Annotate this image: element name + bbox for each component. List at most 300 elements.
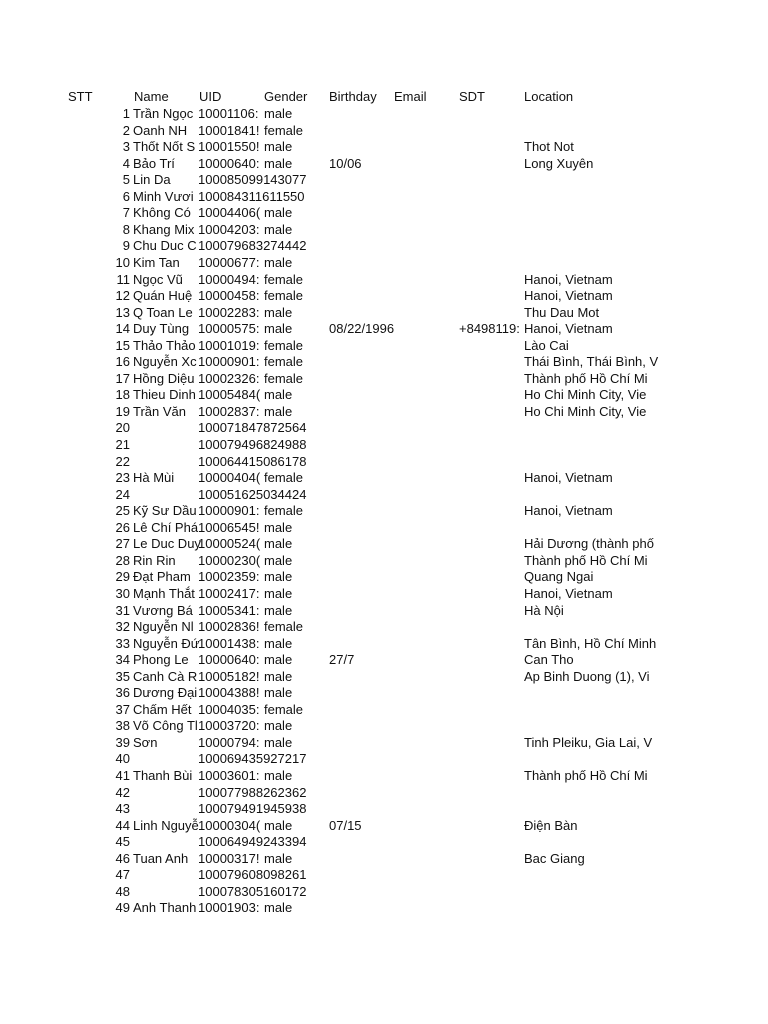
cell-uid: 10001841! <box>198 122 260 138</box>
cell-stt: 26 <box>115 519 130 535</box>
cell-location <box>524 801 656 818</box>
cell-uid: 10000640: <box>198 155 260 171</box>
cell-gender <box>264 751 328 768</box>
cell-name: Lin Da <box>133 172 171 188</box>
cell-stt: 47 <box>115 867 130 883</box>
cell-gender: male <box>264 685 293 701</box>
cell-name <box>133 884 197 901</box>
cell-gender: male <box>264 254 293 270</box>
cell-birthday <box>329 205 393 222</box>
cell-sdt <box>459 470 523 487</box>
cell-birthday <box>329 768 393 785</box>
cell-location <box>524 222 656 239</box>
cell-email <box>394 569 458 586</box>
cell-birthday <box>329 685 393 702</box>
cell-birthday <box>329 354 393 371</box>
cell-stt: 40 <box>115 751 130 767</box>
cell-uid: 10002283: <box>198 304 260 320</box>
cell-location <box>524 454 656 471</box>
cell-uid: 10006545! <box>198 519 260 535</box>
cell-uid: 10003601: <box>198 768 260 783</box>
cell-sdt <box>459 884 523 901</box>
table-row <box>0 636 768 653</box>
cell-email <box>394 586 458 603</box>
cell-sdt <box>459 702 523 719</box>
cell-email <box>394 652 458 669</box>
cell-uid: 10000524( <box>198 536 261 552</box>
cell-uid: 10005484( <box>198 387 261 403</box>
cell-gender: female <box>264 503 304 519</box>
cell-location <box>524 172 656 189</box>
cell-email <box>394 636 458 653</box>
cell-gender: female <box>264 271 304 287</box>
cell-email <box>394 238 458 255</box>
cell-name: Linh Nguyễ <box>133 817 199 833</box>
cell-name: Không Có <box>133 205 191 221</box>
cell-gender <box>264 189 328 206</box>
table-row <box>0 354 768 371</box>
cell-birthday: 08/22/1996 <box>329 321 395 337</box>
cell-name: Minh Vươi <box>133 188 194 204</box>
cell-email <box>394 851 458 868</box>
cell-location: Can Tho <box>524 652 574 668</box>
table-row <box>0 205 768 222</box>
cell-birthday <box>329 387 393 404</box>
cell-sdt <box>459 851 523 868</box>
cell-gender: male <box>264 403 293 419</box>
cell-name: Duy Tùng <box>133 321 190 337</box>
cell-uid: 10005341: <box>198 602 260 618</box>
cell-sdt <box>459 834 523 851</box>
cell-name <box>133 785 197 802</box>
cell-stt: 9 <box>122 238 130 254</box>
cell-email <box>394 404 458 421</box>
cell-sdt <box>459 652 523 669</box>
cell-birthday <box>329 636 393 653</box>
cell-sdt <box>459 288 523 305</box>
cell-birthday <box>329 619 393 636</box>
cell-gender: male <box>264 519 293 535</box>
cell-stt: 49 <box>115 900 130 916</box>
cell-location <box>524 884 656 901</box>
cell-email <box>394 818 458 835</box>
cell-location: Bac Giang <box>524 850 585 866</box>
cell-location: Ap Binh Duong (1), Vi <box>524 668 650 684</box>
cell-gender <box>264 420 328 437</box>
cell-email <box>394 685 458 702</box>
cell-gender: female <box>264 354 304 370</box>
cell-stt: 21 <box>115 437 130 452</box>
cell-name <box>133 454 197 471</box>
cell-gender: male <box>264 734 293 750</box>
cell-gender <box>264 172 328 189</box>
cell-birthday <box>329 785 393 802</box>
cell-name <box>133 487 197 504</box>
cell-name: Võ Công Tl <box>133 718 198 734</box>
table-row <box>0 884 768 901</box>
cell-stt: 10 <box>115 254 130 270</box>
cell-name: Rin Rin <box>133 552 176 568</box>
cell-birthday <box>329 189 393 206</box>
cell-stt: 22 <box>115 453 130 469</box>
cell-stt: 36 <box>115 685 130 701</box>
cell-name: Chấm Hết <box>133 701 192 717</box>
table-row <box>0 321 768 338</box>
cell-sdt <box>459 867 523 884</box>
cell-birthday <box>329 255 393 272</box>
cell-location: Hanoi, Vietnam <box>524 271 613 287</box>
cell-gender: male <box>264 817 293 833</box>
cell-gender: male <box>264 205 293 221</box>
cell-email <box>394 255 458 272</box>
cell-gender: male <box>264 139 293 155</box>
cell-gender: male <box>264 536 293 552</box>
cell-email <box>394 487 458 504</box>
table-row <box>0 222 768 239</box>
cell-stt: 32 <box>115 619 130 635</box>
cell-uid: 100051625034424 <box>198 486 307 502</box>
cell-uid: 100064949243394 <box>198 834 307 850</box>
cell-location: Hanoi, Vietnam <box>524 321 613 337</box>
table-row <box>0 305 768 322</box>
cell-birthday <box>329 834 393 851</box>
cell-gender: male <box>264 635 293 651</box>
cell-gender: male <box>264 155 293 171</box>
cell-email <box>394 785 458 802</box>
cell-email <box>394 884 458 901</box>
cell-uid: 10000794: <box>198 734 260 750</box>
cell-uid: 10003720: <box>198 718 260 734</box>
cell-stt: 23 <box>115 470 130 486</box>
cell-sdt <box>459 106 523 123</box>
cell-gender: male <box>264 602 293 618</box>
cell-birthday <box>329 586 393 603</box>
cell-name: Nguyễn Nl <box>133 619 194 635</box>
cell-gender: male <box>264 718 293 734</box>
header-location: Location <box>524 89 574 104</box>
cell-stt: 13 <box>115 304 130 320</box>
cell-name: Oanh NH <box>133 122 188 138</box>
table-row <box>0 106 768 123</box>
cell-email <box>394 520 458 537</box>
table-row <box>0 900 768 917</box>
cell-uid: 10000901: <box>198 503 260 519</box>
cell-sdt <box>459 536 523 553</box>
cell-email <box>394 536 458 553</box>
cell-sdt <box>459 768 523 785</box>
cell-email <box>394 189 458 206</box>
cell-location <box>524 255 656 272</box>
cell-stt: 35 <box>115 668 130 684</box>
cell-name <box>133 751 197 768</box>
cell-name: Bảo Trí <box>133 155 175 171</box>
cell-sdt <box>459 338 523 355</box>
cell-uid: 10002359: <box>198 569 260 585</box>
cell-gender: male <box>264 304 293 320</box>
cell-gender: male <box>264 106 293 121</box>
cell-birthday <box>329 139 393 156</box>
cell-name: Đạt Pham <box>133 569 191 585</box>
cell-uid: 10000304( <box>198 817 261 833</box>
cell-uid: 10000230( <box>198 552 261 568</box>
cell-gender: male <box>264 668 293 684</box>
cell-gender <box>264 834 328 851</box>
cell-stt: 33 <box>115 635 130 651</box>
cell-name: Mạnh Thắt <box>133 585 195 601</box>
cell-stt: 2 <box>122 122 130 138</box>
cell-name: Lê Chí Phá <box>133 519 199 535</box>
table-row <box>0 669 768 686</box>
cell-sdt <box>459 520 523 537</box>
cell-stt: 31 <box>115 602 130 618</box>
cell-location <box>524 702 656 719</box>
cell-location: Hanoi, Vietnam <box>524 470 613 486</box>
cell-location <box>524 867 656 884</box>
cell-birthday <box>329 867 393 884</box>
cell-uid: 10000494: <box>198 271 260 287</box>
cell-location: Hanoi, Vietnam <box>524 288 613 304</box>
cell-stt: 41 <box>115 768 130 783</box>
cell-stt: 29 <box>115 569 130 585</box>
cell-location <box>524 123 656 140</box>
cell-sdt <box>459 238 523 255</box>
table-row <box>0 818 768 835</box>
cell-gender: male <box>264 569 293 585</box>
header-uid: UID <box>199 89 222 104</box>
table-row <box>0 536 768 553</box>
cell-email <box>394 123 458 140</box>
cell-sdt <box>459 818 523 835</box>
cell-email <box>394 702 458 719</box>
cell-gender <box>264 487 328 504</box>
table-row <box>0 619 768 636</box>
cell-sdt <box>459 487 523 504</box>
cell-name: Thieu Dinh <box>133 387 196 403</box>
cell-sdt <box>459 785 523 802</box>
cell-uid: 100079491945938 <box>198 801 307 817</box>
cell-name: Dương Đại <box>133 685 198 701</box>
table-row <box>0 520 768 537</box>
cell-uid: 100077988262362 <box>198 784 307 800</box>
cell-email <box>394 669 458 686</box>
cell-gender: female <box>264 701 304 717</box>
cell-location <box>524 420 656 437</box>
cell-email <box>394 139 458 156</box>
cell-gender: male <box>264 387 293 403</box>
cell-stt: 6 <box>122 188 130 204</box>
cell-gender: female <box>264 288 304 304</box>
cell-location: Tân Bình, Hồ Chí Minh <box>524 635 657 651</box>
cell-birthday <box>329 900 393 917</box>
table-row <box>0 751 768 768</box>
cell-birthday <box>329 238 393 255</box>
cell-name: Trần Văn <box>133 403 186 419</box>
cell-sdt <box>459 172 523 189</box>
cell-sdt <box>459 636 523 653</box>
cell-uid: 10002326: <box>198 370 260 386</box>
table-row <box>0 172 768 189</box>
cell-birthday <box>329 272 393 289</box>
table-row <box>0 735 768 752</box>
cell-birthday <box>329 420 393 437</box>
cell-birthday <box>329 801 393 818</box>
cell-gender <box>264 437 328 454</box>
cell-stt: 28 <box>115 552 130 568</box>
cell-name <box>133 437 197 454</box>
cell-sdt <box>459 255 523 272</box>
cell-location <box>524 785 656 802</box>
cell-email <box>394 834 458 851</box>
cell-birthday: 27/7 <box>329 652 355 668</box>
cell-email <box>394 867 458 884</box>
cell-uid: 100079496824988 <box>198 437 307 452</box>
cell-birthday <box>329 718 393 735</box>
cell-email <box>394 222 458 239</box>
cell-sdt <box>459 404 523 421</box>
cell-email <box>394 387 458 404</box>
cell-name: Nguyễn Xc <box>133 354 197 370</box>
cell-name: Thảo Thảo <box>133 337 196 353</box>
cell-email <box>394 420 458 437</box>
cell-birthday <box>329 454 393 471</box>
cell-sdt <box>459 735 523 752</box>
cell-name: Quán Huệ <box>133 288 193 304</box>
cell-gender: female <box>264 337 304 353</box>
cell-email <box>394 272 458 289</box>
cell-email <box>394 172 458 189</box>
cell-email <box>394 106 458 123</box>
cell-gender: female <box>264 122 304 138</box>
cell-location <box>524 205 656 222</box>
cell-name <box>133 867 197 884</box>
cell-name <box>133 801 197 818</box>
cell-stt: 3 <box>122 139 130 155</box>
cell-email <box>394 503 458 520</box>
cell-email <box>394 553 458 570</box>
cell-stt: 27 <box>115 536 130 552</box>
cell-uid: 100078305160172 <box>198 883 307 899</box>
table-row <box>0 503 768 520</box>
cell-name: Anh Thanh <box>133 900 197 916</box>
cell-uid: 100069435927217 <box>198 751 307 767</box>
cell-location: Điện Bàn <box>524 817 578 833</box>
cell-sdt: +8498119: <box>459 321 520 337</box>
cell-location <box>524 106 656 123</box>
header-stt: STT <box>68 89 93 104</box>
cell-location: Hanoi, Vietnam <box>524 503 613 519</box>
cell-sdt <box>459 222 523 239</box>
table-row <box>0 718 768 735</box>
cell-name: Hà Mùi <box>133 470 175 486</box>
cell-gender: male <box>264 221 293 237</box>
header-gender: Gender <box>264 89 308 104</box>
cell-email <box>394 603 458 620</box>
cell-birthday <box>329 669 393 686</box>
cell-gender: female <box>264 470 304 486</box>
cell-stt: 5 <box>122 172 130 188</box>
cell-stt: 45 <box>115 834 130 850</box>
cell-sdt <box>459 569 523 586</box>
cell-stt: 20 <box>115 420 130 436</box>
cell-location: Thành phố Hồ Chí Mi <box>524 370 648 386</box>
cell-gender <box>264 785 328 802</box>
header-sdt: SDT <box>459 89 485 104</box>
table-row <box>0 189 768 206</box>
cell-gender: male <box>264 585 293 601</box>
cell-location <box>524 900 656 917</box>
cell-location <box>524 834 656 851</box>
header-email: Email <box>394 89 427 104</box>
cell-name: Tuan Anh <box>133 850 189 866</box>
cell-stt: 7 <box>122 205 130 221</box>
cell-email <box>394 437 458 454</box>
cell-sdt <box>459 305 523 322</box>
cell-gender: female <box>264 619 304 635</box>
table-row <box>0 238 768 255</box>
cell-stt: 24 <box>115 486 130 502</box>
cell-birthday <box>329 404 393 421</box>
table-row <box>0 470 768 487</box>
cell-birthday: 10/06 <box>329 155 362 171</box>
table-row <box>0 867 768 884</box>
cell-gender: male <box>264 900 293 916</box>
cell-location <box>524 520 656 537</box>
cell-name: Chu Duc C <box>133 238 197 254</box>
cell-sdt <box>459 205 523 222</box>
cell-email <box>394 751 458 768</box>
cell-uid: 10002836! <box>198 619 260 635</box>
cell-email <box>394 156 458 173</box>
cell-gender: female <box>264 370 304 386</box>
cell-sdt <box>459 801 523 818</box>
cell-sdt <box>459 437 523 454</box>
cell-gender <box>264 454 328 471</box>
cell-stt: 34 <box>115 652 130 668</box>
cell-gender: male <box>264 652 293 668</box>
cell-sdt <box>459 156 523 173</box>
table-row <box>0 288 768 305</box>
table-row <box>0 487 768 504</box>
cell-email <box>394 718 458 735</box>
table-row <box>0 685 768 702</box>
cell-name: Thanh Bùi <box>133 768 193 783</box>
cell-email <box>394 470 458 487</box>
cell-stt: 8 <box>122 221 130 237</box>
cell-birthday <box>329 288 393 305</box>
cell-sdt <box>459 354 523 371</box>
cell-gender <box>264 801 328 818</box>
cell-gender: male <box>264 768 293 783</box>
cell-birthday <box>329 123 393 140</box>
cell-location: Thot Not <box>524 139 574 155</box>
cell-sdt <box>459 900 523 917</box>
cell-birthday <box>329 172 393 189</box>
cell-birthday <box>329 851 393 868</box>
cell-location: Hà Nội <box>524 602 564 618</box>
cell-uid: 10002417: <box>198 585 260 601</box>
cell-name: Khang Mix <box>133 221 195 237</box>
cell-birthday <box>329 222 393 239</box>
cell-uid: 10004406( <box>198 205 261 221</box>
cell-stt: 25 <box>115 503 130 519</box>
cell-sdt <box>459 718 523 735</box>
cell-sdt <box>459 751 523 768</box>
table-row <box>0 801 768 818</box>
cell-birthday: 07/15 <box>329 817 362 833</box>
cell-location <box>524 685 656 702</box>
cell-sdt <box>459 123 523 140</box>
cell-uid: 10000901: <box>198 354 260 370</box>
